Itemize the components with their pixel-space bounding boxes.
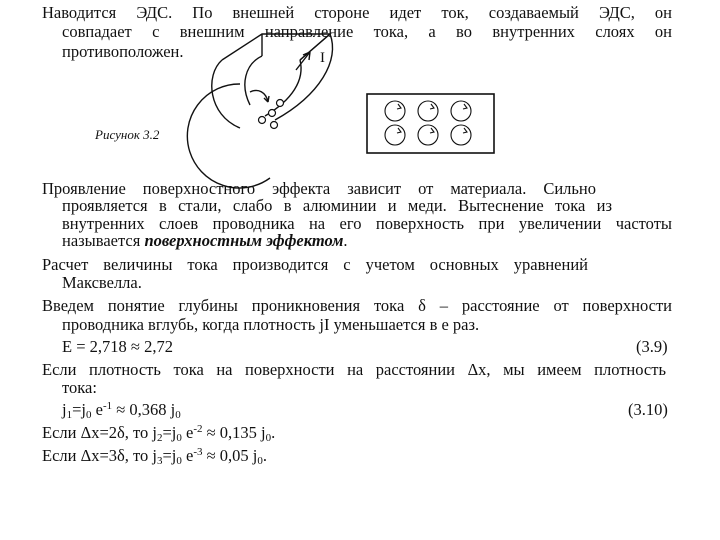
equation-delta-3: Если Δx=3δ, то $j_3=j_0$ $e^{-3} \approx 0,05$ $j_0$. — [42, 446, 268, 467]
p4-line-2: тока: — [62, 378, 97, 397]
p2-line-2: Максвелла. — [62, 273, 142, 292]
conductor-drawing — [187, 34, 332, 188]
p2-line-1: Расчет величины тока производится с учетом основных уравнений — [42, 255, 588, 274]
equation-number-3-10: (3.10) — [628, 400, 668, 419]
equation-3-10: $j_1=j_0$ $e^{-1} \approx 0,368$ $j_0$ — [62, 400, 181, 421]
current-label: I — [320, 50, 325, 66]
figure-caption: Рисунок 3.2 — [95, 127, 160, 142]
p1-line-4-pre: называется — [62, 231, 145, 250]
p1-line-4 — [62, 231, 348, 250]
cross-section — [367, 94, 494, 153]
p3-line-1: Введем понятие глубины проникновения тока δ – расстояние от поверхности — [42, 296, 672, 315]
p4-line-1: Если плотность тока на поверхности на расстоянии Δx, мы имеем плотность — [42, 360, 666, 379]
p1-line-4-post: . — [343, 231, 348, 250]
intro-line-2: совпадает с внешним направление тока, а во внутренних слоях он — [62, 22, 672, 41]
intro-line-3: противоположен. — [62, 42, 184, 61]
field-circles — [259, 100, 284, 129]
term-skin-effect: поверхностным эффектом — [144, 231, 344, 250]
intro-line-1: Наводится ЭДС. По внешней стороне идет ток, создаваемый ЭДС, он — [42, 3, 672, 22]
equation-number-3-9: (3.9) — [636, 337, 668, 356]
equation-3-9: E = 2,718 ≈ 2,72 — [62, 337, 173, 356]
p1-line-2: проявляется в стали, слабо в алюминии и меди. Вытеснение тока из — [62, 196, 612, 215]
p1-line-3: внутренних слоев проводника на его поверхность при увеличении частоты — [62, 214, 672, 233]
p3-line-2: проводника вглубь, когда плотность jI уменьшается в е раз. — [62, 315, 480, 334]
p1-line-1: Проявление поверхностного эффекта зависит от материала. Сильно — [42, 179, 596, 198]
equation-delta-2: Если Δx=2δ, то $j_2=j_0$ $e^{-2} \approx 0,135$ $j_0$. — [42, 423, 276, 444]
